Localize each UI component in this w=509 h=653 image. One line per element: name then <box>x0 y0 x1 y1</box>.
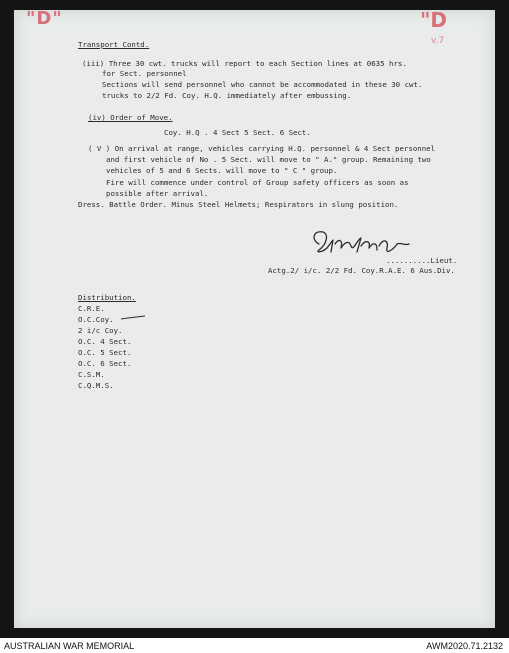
distribution-item: C.S.M. <box>78 370 105 379</box>
item-iii-line-2: for Sect. personnel <box>102 69 187 78</box>
item-iii-line-3: Sections will send personnel who cannot be accommodated in these 30 cwt. <box>102 80 423 89</box>
distribution-title: Distribution. <box>78 293 136 302</box>
distribution-item: 2 i/c Coy. <box>78 326 123 335</box>
archive-caption-left: AUSTRALIAN WAR MEMORIAL <box>4 641 135 651</box>
item-v-line-5: possible after arrival. <box>106 189 209 198</box>
tick-mark <box>120 315 146 321</box>
distribution-item: C.R.E. <box>78 304 105 313</box>
distribution-item: O.C. 5 Sect. <box>78 348 132 357</box>
signature-appointment: Actg.2/ i/c. 2/2 Fd. Coy.R.A.E. 6 Aus.Div. <box>268 266 455 275</box>
distribution-item: O.C. 6 Sect. <box>78 359 132 368</box>
archive-caption-right: AWM2020.71.2132 <box>426 641 503 651</box>
item-iii-line-4: trucks to 2/2 Fd. Coy. H.Q. immediately after embussing. <box>102 91 352 100</box>
dress-line: Dress. Battle Order. Minus Steel Helmets; Respirators in slung position. <box>78 200 399 209</box>
item-iii-line-1: (iii) Three 30 cwt. trucks will report to each Section lines at 0635 hrs. <box>82 59 407 68</box>
page-marking-right-sub: v.7 <box>431 36 445 46</box>
item-v-line-1: ( V ) On arrival at range, vehicles carrying H.Q. personnel & 4 Sect personnel <box>88 144 436 153</box>
item-iv-label: (iv) Order of Move. <box>88 113 173 122</box>
item-iv-order: Coy. H.Q . 4 Sect 5 Sect. 6 Sect. <box>164 128 311 137</box>
item-v-line-2: and first vehicle of No . 5 Sect. will move to " A." group. Remaining two <box>106 155 431 164</box>
section-heading: Transport Contd. <box>78 40 150 49</box>
item-v-line-3: vehicles of 5 and 6 Sects. will move to " C " group. <box>106 166 338 175</box>
distribution-item: O.C. 4 Sect. <box>78 337 132 346</box>
signature-dots-rank: ..........Lieut. <box>386 256 458 265</box>
page-marking-left: "D" <box>26 8 63 29</box>
item-v-line-4: Fire will commence under control of Group safety officers as soon as <box>106 178 409 187</box>
distribution-item: C.Q.M.S. <box>78 381 114 390</box>
distribution-item: O.C.Coy. <box>78 315 114 324</box>
page-marking-right: "D <box>420 8 448 32</box>
